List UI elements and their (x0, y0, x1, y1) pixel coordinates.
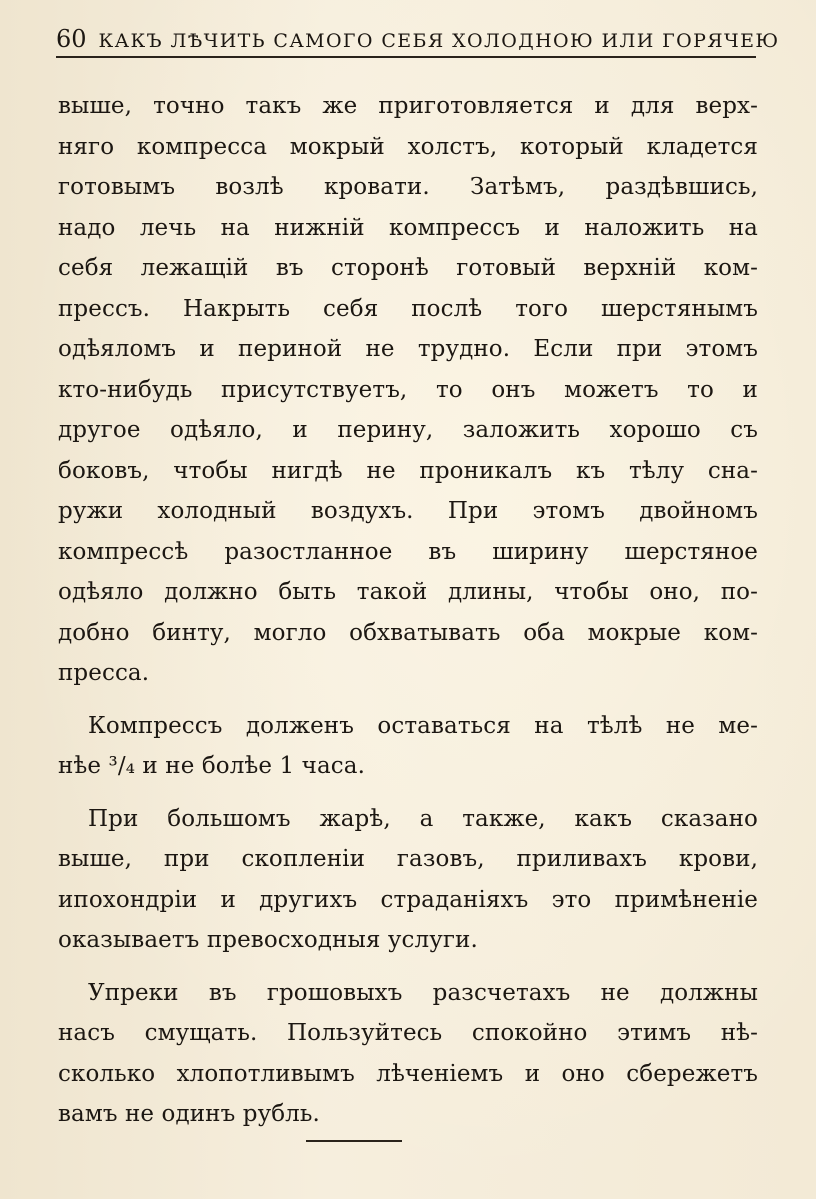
end-rule-divider (306, 1140, 402, 1142)
text-line: готовымъ возлѣ кровати. Затѣмъ, раздѣвшись, (58, 174, 758, 200)
text-line: ипохондріи и другихъ страданіяхъ это примѣненіе (58, 886, 758, 913)
text-line: надо лечь на нижній компрессъ и наложить на (58, 214, 758, 241)
text-line: пресса. (58, 660, 150, 686)
paragraph-2 (58, 706, 758, 787)
text-line: сколько хлопотливымъ лѣченіемъ и оно сбережетъ (58, 1060, 758, 1087)
text-line: Упреки въ грошовыхъ разсчетахъ не должны (88, 979, 758, 1006)
text-line: нѣе ³/₄ и не болѣе 1 часа. (58, 753, 365, 779)
text-line: вамъ не одинъ рубль. (58, 1101, 320, 1127)
paragraph-3 (58, 799, 758, 961)
text-line: добно бинту, могло обхватывать оба мокрые ком- (58, 619, 758, 646)
text-line: При большомъ жарѣ, а также, какъ сказано (88, 805, 758, 832)
text-line: оказываетъ превосходныя услуги. (58, 927, 478, 953)
running-head (56, 14, 780, 58)
text-line: выше, точно такъ же приготовляется и для верх- (58, 93, 758, 119)
text-line: одѣяломъ и периной не трудно. Если при этомъ (58, 336, 758, 362)
text-line: ружи холодный воздухъ. При этомъ двойномъ (58, 498, 758, 524)
body-text (58, 86, 758, 1147)
text-line: прессъ. Накрыть себя послѣ того шерстянымъ (58, 295, 758, 322)
text-line: кто-нибудь присутствуетъ, то онъ можетъ то и (58, 376, 758, 403)
text-line: Компрессъ долженъ оставаться на тѣлѣ не ме- (88, 712, 758, 739)
text-line: другое одѣяло, и перину, заложить хорошо съ (58, 417, 758, 443)
running-title: КАКЪ ЛѢЧИТЬ САМОГО СЕБЯ ХОЛОДНОЮ ИЛИ ГОРЯЧЕЮ (98, 30, 780, 52)
text-line: няго компресса мокрый холстъ, который кладется (58, 133, 758, 160)
text-line: себя лежащій въ сторонѣ готовый верхній ком- (58, 255, 758, 281)
paragraph-1 (58, 86, 758, 694)
text-line: боковъ, чтобы нигдѣ не проникалъ къ тѣлу сна- (58, 457, 758, 484)
paragraph-4 (58, 973, 758, 1135)
text-line: выше, при скопленіи газовъ, приливахъ крови, (58, 846, 758, 872)
page-number: 60 (56, 25, 87, 53)
text-line: одѣяло должно быть такой длины, чтобы оно, по- (58, 579, 758, 605)
text-line: компрессѣ разостланное въ ширину шерстяное (58, 538, 758, 565)
text-line: насъ смущать. Пользуйтесь спокойно этимъ нѣ- (58, 1020, 758, 1046)
